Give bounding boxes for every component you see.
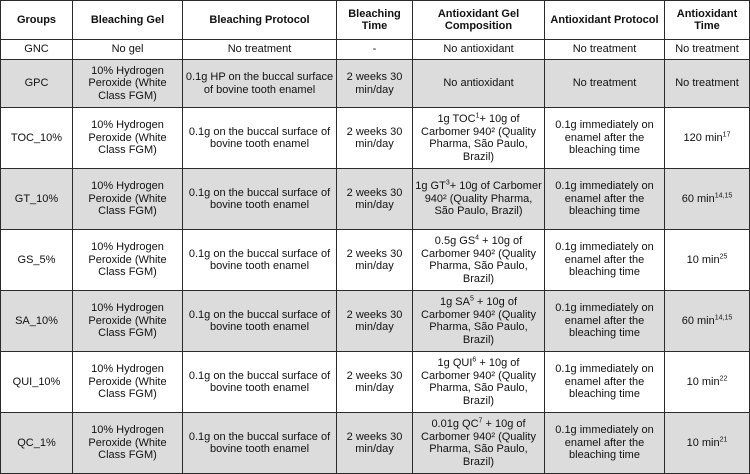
cell-antioxidant-time (665, 413, 750, 474)
antioxidant-gel-text: 1g TOC (437, 113, 476, 125)
antioxidant-time-reference: 22 (719, 375, 728, 383)
cell-bleaching-protocol: 0.1g on the buccal surface of bovine tooth enamel (183, 352, 337, 413)
header-groups: Groups (1, 1, 73, 40)
cell-antioxidant-gel (413, 413, 545, 474)
antioxidant-gel-text: 1g SA (440, 296, 470, 308)
cell-bleaching-gel: 10% Hydrogen Peroxide (White Class FGM) (73, 60, 183, 108)
cell-antioxidant-protocol: 0.1g immediately on enamel after the bleaching time (545, 230, 665, 291)
header-row (1, 1, 750, 40)
antioxidant-gel-footnote: 3 (445, 179, 450, 187)
cell-antioxidant-time (665, 291, 750, 352)
antioxidant-gel-text-cont: + 10g of Carbomer 940² (Quality Pharma, São Paulo, Brazil) (421, 296, 536, 346)
antioxidant-gel-text: No antioxidant (443, 43, 514, 56)
cell-antioxidant-time (665, 169, 750, 230)
antioxidant-gel-text: 0.01g QC (431, 418, 479, 430)
cell-antioxidant-time (665, 230, 750, 291)
cell-group: QUI_10% (1, 352, 73, 413)
cell-antioxidant-time (665, 352, 750, 413)
antioxidant-gel-text: 1g GT (415, 180, 446, 193)
cell-antioxidant-protocol: 0.1g immediately on enamel after the bleaching time (545, 352, 665, 413)
cell-antioxidant-protocol: 0.1g immediately on enamel after the bleaching time (545, 169, 665, 230)
antioxidant-gel-text-cont: + 10g of Carbomer 940² (Quality Pharma, São Paulo, Brazil) (421, 235, 536, 285)
cell-bleaching-gel: 10% Hydrogen Peroxide (White Class FGM) (73, 291, 183, 352)
antioxidant-gel-footnote: 6 (472, 356, 477, 364)
cell-antioxidant-gel (413, 108, 545, 169)
cell-group: SA_10% (1, 291, 73, 352)
antioxidant-time-reference: 14,15 (714, 192, 733, 200)
cell-bleaching-protocol: 0.1g on the buccal surface of bovine tooth enamel (183, 108, 337, 169)
table-row (1, 40, 750, 60)
cell-antioxidant-gel (413, 291, 545, 352)
antioxidant-time-reference: 21 (719, 436, 728, 444)
antioxidant-time-value: 10 min (686, 436, 720, 449)
cell-antioxidant-time (665, 40, 750, 60)
table-row (1, 108, 750, 169)
table-row (1, 352, 750, 413)
cell-bleaching-time: 2 weeks 30 min/day (337, 413, 413, 474)
table-row (1, 230, 750, 291)
cell-group: TOC_10% (1, 108, 73, 169)
cell-antioxidant-time (665, 60, 750, 108)
antioxidant-gel-footnote: 7 (478, 417, 483, 425)
cell-bleaching-gel: 10% Hydrogen Peroxide (White Class FGM) (73, 169, 183, 230)
antioxidant-time-value: 60 min (681, 192, 715, 205)
antioxidant-gel-text: No antioxidant (443, 77, 514, 90)
table-row (1, 413, 750, 474)
cell-bleaching-protocol: 0.1g on the buccal surface of bovine tooth enamel (183, 169, 337, 230)
header-antioxidant-protocol: Antioxidant Protocol (545, 1, 665, 40)
cell-group: GT_10% (1, 169, 73, 230)
antioxidant-time-value: 120 min (683, 131, 723, 144)
antioxidant-gel-text-cont: + 10g of Carbomer 940² (Quality Pharma, São Paulo, Brazil) (421, 357, 536, 407)
header-bleaching-gel: Bleaching Gel (73, 1, 183, 40)
antioxidant-time-value: No treatment (675, 77, 739, 90)
antioxidant-time-reference: 14,15 (714, 314, 733, 322)
cell-bleaching-time: 2 weeks 30 min/day (337, 60, 413, 108)
antioxidant-gel-text-cont: + 10g of Carbomer 940² (Quality Pharma, São Paulo, Brazil) (424, 180, 542, 218)
cell-group: GPC (1, 60, 73, 108)
cell-bleaching-gel: 10% Hydrogen Peroxide (White Class FGM) (73, 413, 183, 474)
table-row (1, 169, 750, 230)
cell-bleaching-time: - (337, 40, 413, 60)
cell-antioxidant-gel (413, 230, 545, 291)
table-body (1, 40, 750, 474)
cell-antioxidant-gel (413, 40, 545, 60)
cell-group: GNC (1, 40, 73, 60)
antioxidant-time-reference: 25 (719, 253, 728, 261)
antioxidant-time-value: 10 min (686, 253, 720, 266)
cell-bleaching-protocol: 0.1g on the buccal surface of bovine tooth enamel (183, 291, 337, 352)
cell-antioxidant-gel (413, 60, 545, 108)
antioxidant-time-reference: 17 (722, 131, 731, 139)
cell-bleaching-gel: 10% Hydrogen Peroxide (White Class FGM) (73, 230, 183, 291)
table-row (1, 291, 750, 352)
cell-bleaching-protocol: 0.1g on the buccal surface of bovine tooth enamel (183, 230, 337, 291)
cell-bleaching-time: 2 weeks 30 min/day (337, 352, 413, 413)
antioxidant-gel-footnote: 5 (469, 295, 474, 303)
cell-bleaching-protocol: 0.1g on the buccal surface of bovine tooth enamel (183, 413, 337, 474)
antioxidant-gel-text: 1g QUI (437, 357, 473, 369)
cell-bleaching-gel: 10% Hydrogen Peroxide (White Class FGM) (73, 352, 183, 413)
cell-bleaching-gel: No gel (73, 40, 183, 60)
antioxidant-time-value: No treatment (675, 43, 739, 56)
cell-antioxidant-gel (413, 169, 545, 230)
antioxidant-time-value: 60 min (681, 314, 715, 327)
header-bleaching-protocol: Bleaching Protocol (183, 1, 337, 40)
antioxidant-gel-text: 0.5g GS (434, 235, 476, 247)
cell-antioxidant-protocol: 0.1g immediately on enamel after the bleaching time (545, 413, 665, 474)
cell-antioxidant-protocol: No treatment (545, 40, 665, 60)
cell-group: GS_5% (1, 230, 73, 291)
table-row (1, 60, 750, 108)
cell-bleaching-time: 2 weeks 30 min/day (337, 291, 413, 352)
cell-bleaching-time: 2 weeks 30 min/day (337, 169, 413, 230)
cell-antioxidant-protocol: 0.1g immediately on enamel after the bleaching time (545, 291, 665, 352)
cell-antioxidant-protocol: 0.1g immediately on enamel after the bleaching time (545, 108, 665, 169)
cell-antioxidant-protocol: No treatment (545, 60, 665, 108)
antioxidant-gel-footnote: 4 (475, 234, 480, 242)
antioxidant-gel-footnote: 1 (475, 112, 480, 120)
antioxidant-gel-text-cont: + 10g of Carbomer 940² (Quality Pharma, São Paulo, Brazil) (421, 418, 536, 468)
cell-bleaching-gel: 10% Hydrogen Peroxide (White Class FGM) (73, 108, 183, 169)
header-antioxidant-gel: Antioxidant Gel Composition (413, 1, 545, 40)
antioxidant-time-value: 10 min (686, 375, 720, 388)
header-bleaching-time: Bleaching Time (337, 1, 413, 40)
cell-bleaching-time: 2 weeks 30 min/day (337, 108, 413, 169)
cell-bleaching-time: 2 weeks 30 min/day (337, 230, 413, 291)
cell-antioxidant-time (665, 108, 750, 169)
cell-group: QC_1% (1, 413, 73, 474)
header-antioxidant-time: Antioxidant Time (665, 1, 750, 40)
cell-antioxidant-gel (413, 352, 545, 413)
cell-bleaching-protocol: No treatment (183, 40, 337, 60)
antioxidant-gel-text-cont: + 10g of Carbomer 940² (Quality Pharma, São Paulo, Brazil) (421, 113, 536, 163)
cell-bleaching-protocol: 0.1g HP on the buccal surface of bovine tooth enamel (183, 60, 337, 108)
